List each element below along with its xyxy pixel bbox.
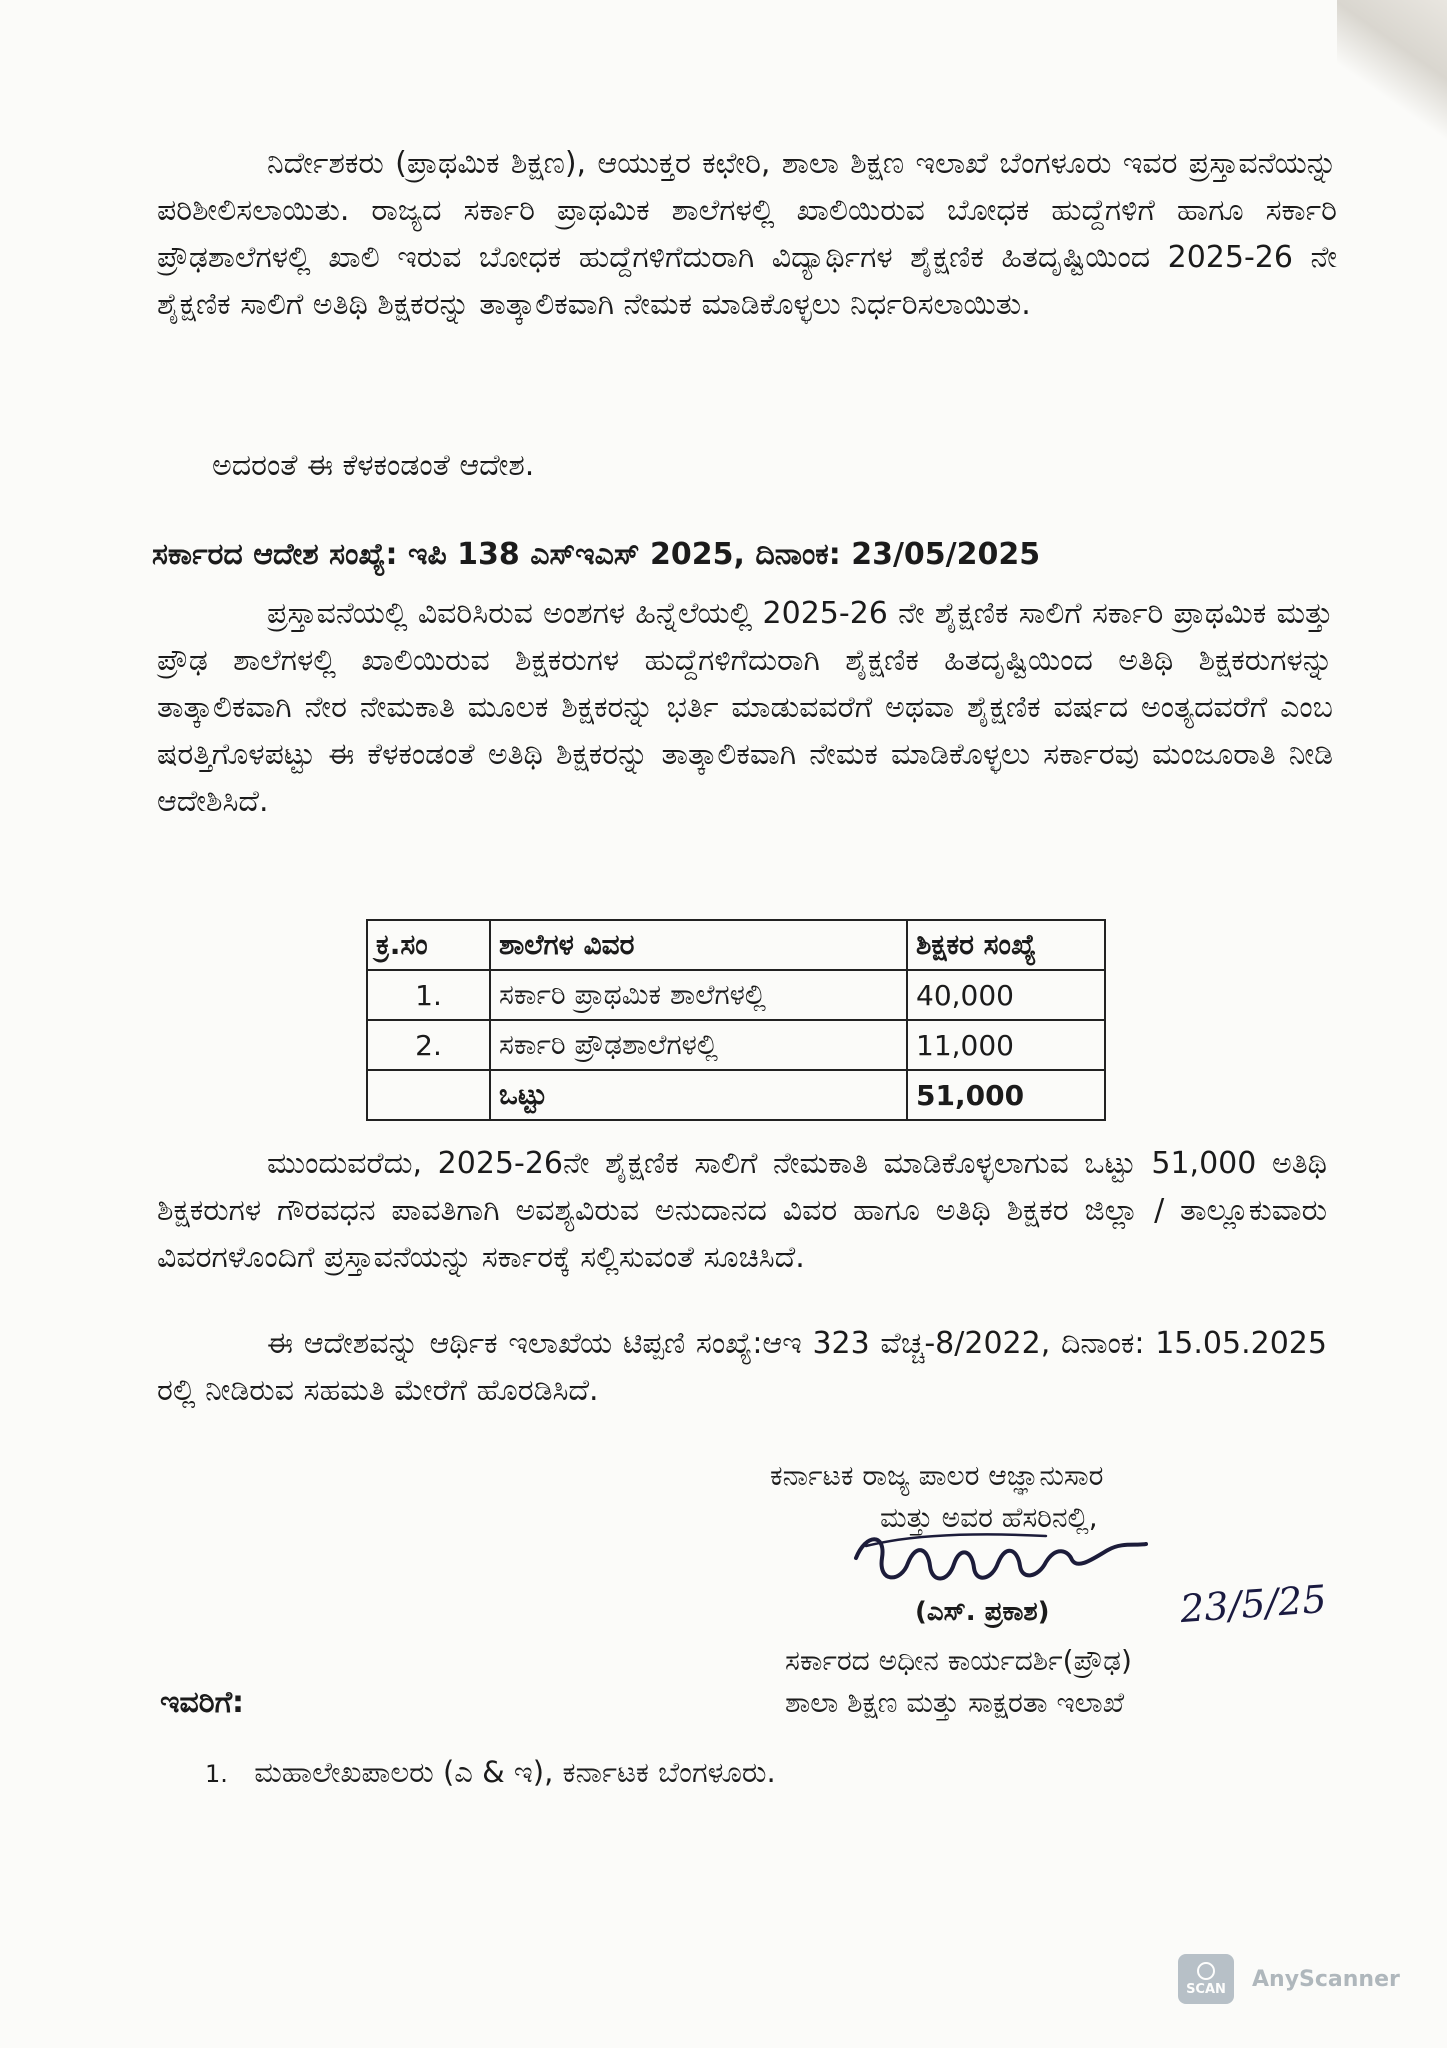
table-total-row [367, 1070, 1105, 1120]
scan-app-icon [1178, 1954, 1234, 2004]
accordingly-line: ಅದರಂತೆ ಈ ಕೆಳಕಂಡಂತೆ ಆದೇಶ. [212, 448, 535, 483]
page-curl-shadow [1337, 0, 1447, 150]
signature-line-2: ಮತ್ತು ಅವರ ಹೆಸರಿನಲ್ಲಿ, [880, 1501, 1098, 1534]
signatory-designation-block [785, 1640, 1345, 1724]
order-number-heading: ಸರ್ಕಾರದ ಆದೇಶ ಸಂಖ್ಯೆ: ಇಪಿ 138 ಎಸ್‌ಇಎಸ್ 2025, ದಿನಾಂಕ: 23/05/2025 [152, 537, 1041, 572]
total-serial-empty [367, 1070, 490, 1120]
order-body-text: ಪ್ರಸ್ತಾವನೆಯಲ್ಲಿ ವಿವರಿಸಿರುವ ಅಂಶಗಳ ಹಿನ್ನೆಲೆಯಲ್ಲಿ 2025-26 ನೇ ಶೈಕ್ಷಣಿಕ ಸಾಲಿಗೆ ಸರ್ಕಾರಿ ಪ್ರಾಥಮಿಕ ಮತ್ತು ಪ್ರೌಢ ಶಾಲೆಗಳಲ್ಲಿ ಖಾಲಿಯಿರುವ ಶಿಕ್ಷಕರುಗಳ ಹುದ್ದೆಗಳಿಗೆದುರಾಗಿ ಶೈಕ್ಷಣಿಕ ಹಿತದೃಷ್ಟಿಯಿಂದ ಅತಿಥಿ ಶಿಕ್ಷಕರುಗಳನ್ನು ತಾತ್ಕಾಲಿಕವಾಗಿ ನೇರ ನೇಮಕಾತಿ ಮೂಲಕ ಶಿಕ್ಷಕರನ್ನು ಭರ್ತಿ ಮಾಡುವವರೆಗೆ ಅಥವಾ ಶೈಕ್ಷಣಿಕ ವರ್ಷದ ಅಂತ್ಯದವರೆಗೆ ಎಂಬ ಷರತ್ತಿಗೊಳಪಟ್ಟು ಈ ಕೆಳಕಂಡಂತೆ ಅತಿಥಿ ಶಿಕ್ಷಕರನ್ನು ತಾತ್ಕಾಲಿಕವಾಗಿ ನೇಮಕ ಮಾಡಿಕೊಳ್ಳಲು ಸರ್ಕಾರವು ಮಂಜೂರಾತಿ ನೀಡಿ ಆದೇಶಿಸಿದೆ. [157, 596, 1333, 819]
concurrence-text: ಈ ಆದೇಶವನ್ನು ಆರ್ಥಿಕ ಇಲಾಖೆಯ ಟಿಪ್ಪಣಿ ಸಂಖ್ಯೆ:ಆಇ 323 ವೆಚ್ಚ-8/2022, ದಿನಾಂಕ: 15.05.2025 ರಲ್ಲಿ ನೀಡಿರುವ ಸಹಮತಿ ಮೇರೆಗೆ ಹೊರಡಿಸಿದೆ. [157, 1326, 1327, 1408]
scanner-watermark [1178, 1954, 1400, 2004]
scan-icon-label: SCAN [1186, 1981, 1226, 1997]
row-school: ಸರ್ಕಾರಿ ಪ್ರಾಥಮಿಕ ಶಾಲೆಗಳಲ್ಲಿ [490, 970, 907, 1020]
row-serial: 1. [367, 970, 490, 1020]
table-row [367, 1020, 1105, 1070]
signatory-department: ಶಾಲಾ ಶಿಕ್ಷಣ ಮತ್ತು ಸಾಕ್ಷರತಾ ಇಲಾಖೆ [785, 1686, 1125, 1719]
signatory-designation: ಸರ್ಕಾರದ ಅಧೀನ ಕಾರ್ಯದರ್ಶಿ(ಪ್ರೌಢ) [785, 1644, 1132, 1677]
concurrence-paragraph [157, 1320, 1327, 1414]
signatory-name: (ಎಸ್. ಪ್ರಕಾಶ) [915, 1597, 1050, 1627]
order-body-paragraph [157, 590, 1333, 825]
signature-line-1: ಕರ್ನಾಟಕ ರಾಜ್ಯ ಪಾಲರ ಆಜ್ಞಾನುಸಾರ [770, 1459, 1104, 1492]
handwritten-date: 23/5/25 [1178, 1576, 1328, 1632]
total-label: ಒಟ್ಟು [490, 1070, 907, 1120]
teacher-allocation-table [366, 919, 1106, 1121]
col-serial-header: ಕ್ರ.ಸಂ [367, 920, 490, 970]
recipient-text: ಮಹಾಲೇಖಪಾಲರು (ಎ & ಇ), ಕರ್ನಾಟಕ ಬೆಂಗಳೂರು. [254, 1755, 776, 1789]
col-school-header: ಶಾಲೆಗಳ ವಿವರ [490, 920, 907, 970]
handwritten-signature [846, 1528, 1176, 1598]
total-count: 51,000 [907, 1070, 1105, 1120]
further-paragraph [157, 1140, 1327, 1281]
row-serial: 2. [367, 1020, 490, 1070]
row-count: 40,000 [907, 970, 1105, 1020]
list-item [205, 1755, 776, 1790]
recipients-heading: ಇವರಿಗೆ: [160, 1685, 245, 1720]
table-row [367, 970, 1105, 1020]
row-count: 11,000 [907, 1020, 1105, 1070]
intro-text: ನಿರ್ದೇಶಕರು (ಪ್ರಾಥಮಿಕ ಶಿಕ್ಷಣ), ಆಯುಕ್ತರ ಕಛೇರಿ, ಶಾಲಾ ಶಿಕ್ಷಣ ಇಲಾಖೆ ಬೆಂಗಳೂರು ಇವರ ಪ್ರಸ್ತಾವನೆಯನ್ನು ಪರಿಶೀಲಿಸಲಾಯಿತು. ರಾಜ್ಯದ ಸರ್ಕಾರಿ ಪ್ರಾಥಮಿಕ ಶಾಲೆಗಳಲ್ಲಿ ಖಾಲಿಯಿರುವ ಬೋಧಕ ಹುದ್ದೆಗಳಿಗೆ ಹಾಗೂ ಸರ್ಕಾರಿ ಪ್ರೌಢಶಾಲೆಗಳಲ್ಲಿ ಖಾಲಿ ಇರುವ ಬೋಧಕ ಹುದ್ದೆಗಳಿಗೆದುರಾಗಿ ವಿದ್ಯಾರ್ಥಿಗಳ ಶೈಕ್ಷಣಿಕ ಹಿತದೃಷ್ಟಿಯಿಂದ 2025-26 ನೇ ಶೈಕ್ಷಣಿಕ ಸಾಲಿಗೆ ಅತಿಥಿ ಶಿಕ್ಷಕರನ್ನು ತಾತ್ಕಾಲಿಕವಾಗಿ ನೇಮಕ ಮಾಡಿಕೊಳ್ಳಲು ನಿರ್ಧರಿಸಲಾಯಿತು. [157, 146, 1337, 322]
scanner-brand: AnyScanner [1252, 1966, 1400, 1992]
signature-authority-block [770, 1455, 1330, 1539]
row-school: ಸರ್ಕಾರಿ ಪ್ರೌಢಶಾಲೆಗಳಲ್ಲಿ [490, 1020, 907, 1070]
col-count-header: ಶಿಕ್ಷಕರ ಸಂಖ್ಯೆ [907, 920, 1105, 970]
further-text: ಮುಂದುವರೆದು, 2025-26ನೇ ಶೈಕ್ಷಣಿಕ ಸಾಲಿಗೆ ನೇಮಕಾತಿ ಮಾಡಿಕೊಳ್ಳಲಾಗುವ ಒಟ್ಟು 51,000 ಅತಿಥಿ ಶಿಕ್ಷಕರುಗಳ ಗೌರವಧನ ಪಾವತಿಗಾಗಿ ಅವಶ್ಯವಿರುವ ಅನುದಾನದ ವಿವರ ಹಾಗೂ ಅತಿಥಿ ಶಿಕ್ಷಕರ ಜಿಲ್ಲಾ / ತಾಲ್ಲೂಕುವಾರು ವಿವರಗಳೊಂದಿಗೆ ಪ್ರಸ್ತಾವನೆಯನ್ನು ಸರ್ಕಾರಕ್ಕೆ ಸಲ್ಲಿಸುವಂತೆ ಸೂಚಿಸಿದೆ. [157, 1146, 1327, 1275]
intro-paragraph [157, 140, 1337, 328]
table-header-row [367, 920, 1105, 970]
recipient-number: 1. [205, 1760, 228, 1788]
